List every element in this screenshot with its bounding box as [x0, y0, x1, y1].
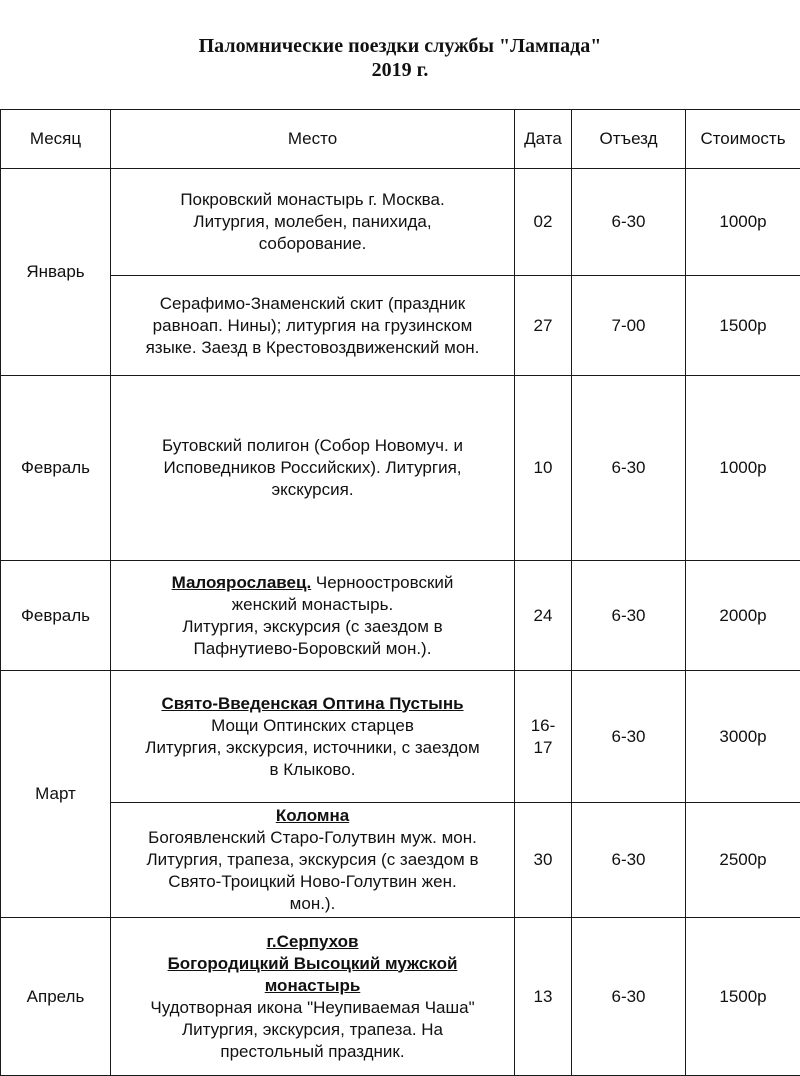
place-cell: [111, 803, 515, 918]
place-heading-rest: Черноостровский: [311, 573, 453, 592]
place-text-line: соборование.: [117, 233, 508, 255]
place-cell: [111, 918, 515, 1076]
place-heading: монастырь: [117, 975, 508, 997]
place-text-line: мон.).: [117, 893, 508, 915]
place-cell: [111, 169, 515, 276]
title-line-2: 2019 г.: [0, 58, 800, 82]
place-heading: Коломна: [117, 805, 508, 827]
departure-cell: 6-30: [572, 376, 686, 561]
place-text-line: языке. Заезд в Крестовоздвиженский мон.: [117, 337, 508, 359]
departure-cell: 6-30: [572, 918, 686, 1076]
month-cell-february: Февраль: [1, 376, 111, 561]
table-row: [1, 918, 800, 1076]
place-text-line: Серафимо-Знаменский скит (праздник: [117, 293, 508, 315]
departure-cell: 6-30: [572, 561, 686, 671]
place-text-line: Чудотворная икона "Неупиваемая Чаша": [117, 997, 508, 1019]
place-heading: Богородицкий Высоцкий мужской: [117, 953, 508, 975]
page-title: [0, 34, 800, 82]
place-text-line: экскурсия.: [117, 479, 508, 501]
place-cell: [111, 376, 515, 561]
date-cell: 13: [515, 918, 572, 1076]
date-line: 16-: [521, 715, 565, 737]
table-row: [1, 671, 800, 803]
table-row: [1, 561, 800, 671]
cost-cell: 1500р: [686, 276, 800, 376]
place-heading: Малоярославец.: [172, 573, 312, 592]
departure-cell: 7-00: [572, 276, 686, 376]
date-cell: [515, 671, 572, 803]
place-text-line: Богоявленский Старо-Голутвин муж. мон.: [117, 827, 508, 849]
cost-cell: 1000р: [686, 376, 800, 561]
date-cell: 02: [515, 169, 572, 276]
departure-cell: 6-30: [572, 169, 686, 276]
trips-table: [0, 109, 800, 1076]
date-cell: 24: [515, 561, 572, 671]
table-row: [1, 169, 800, 276]
place-text-line: Литургия, экскурсия, источники, с заездом: [117, 737, 508, 759]
place-text-line: Литургия, экскурсия, трапеза. На: [117, 1019, 508, 1041]
cost-cell: 1500р: [686, 918, 800, 1076]
place-text-line: в Клыково.: [117, 759, 508, 781]
column-header-departure: Отъезд: [572, 110, 686, 169]
place-heading: Свято-Введенская Оптина Пустынь: [117, 693, 508, 715]
date-cell: 27: [515, 276, 572, 376]
column-header-cost: Стоимость: [686, 110, 800, 169]
place-text-line: Литургия, молебен, панихида,: [117, 211, 508, 233]
place-heading: г.Серпухов: [117, 931, 508, 953]
date-line: 17: [521, 737, 565, 759]
cost-cell: 2500р: [686, 803, 800, 918]
place-text-line: Мощи Оптинских старцев: [117, 715, 508, 737]
date-cell: 10: [515, 376, 572, 561]
month-cell-april: Апрель: [1, 918, 111, 1076]
month-cell-march: Март: [1, 671, 111, 918]
cost-cell: 2000р: [686, 561, 800, 671]
date-cell: 30: [515, 803, 572, 918]
place-text-line: Литургия, экскурсия (с заездом в: [117, 616, 508, 638]
place-text-line: престольный праздник.: [117, 1041, 508, 1063]
title-line-1: Паломнические поездки службы "Лампада": [0, 34, 800, 58]
place-cell: [111, 671, 515, 803]
column-header-place: Место: [111, 110, 515, 169]
place-text-line: [117, 572, 508, 594]
departure-cell: 6-30: [572, 803, 686, 918]
table-row: [1, 276, 800, 376]
place-cell: [111, 561, 515, 671]
place-text-line: равноап. Нины); литургия на грузинском: [117, 315, 508, 337]
column-header-month: Месяц: [1, 110, 111, 169]
place-text-line: Исповедников Российских). Литургия,: [117, 457, 508, 479]
place-text-line: Бутовский полигон (Собор Новомуч. и: [117, 435, 508, 457]
place-text-line: Пафнутиево-Боровский мон.).: [117, 638, 508, 660]
departure-cell: 6-30: [572, 671, 686, 803]
place-text-line: Свято-Троицкий Ново-Голутвин жен.: [117, 871, 508, 893]
place-cell: [111, 276, 515, 376]
table-row: [1, 376, 800, 561]
month-cell-january: Январь: [1, 169, 111, 376]
table-header-row: [1, 110, 800, 169]
month-cell-february: Февраль: [1, 561, 111, 671]
place-text-line: Покровский монастырь г. Москва.: [117, 189, 508, 211]
cost-cell: 3000р: [686, 671, 800, 803]
column-header-date: Дата: [515, 110, 572, 169]
place-text-line: женский монастырь.: [117, 594, 508, 616]
table-row: [1, 803, 800, 918]
place-text-line: Литургия, трапеза, экскурсия (с заездом в: [117, 849, 508, 871]
cost-cell: 1000р: [686, 169, 800, 276]
